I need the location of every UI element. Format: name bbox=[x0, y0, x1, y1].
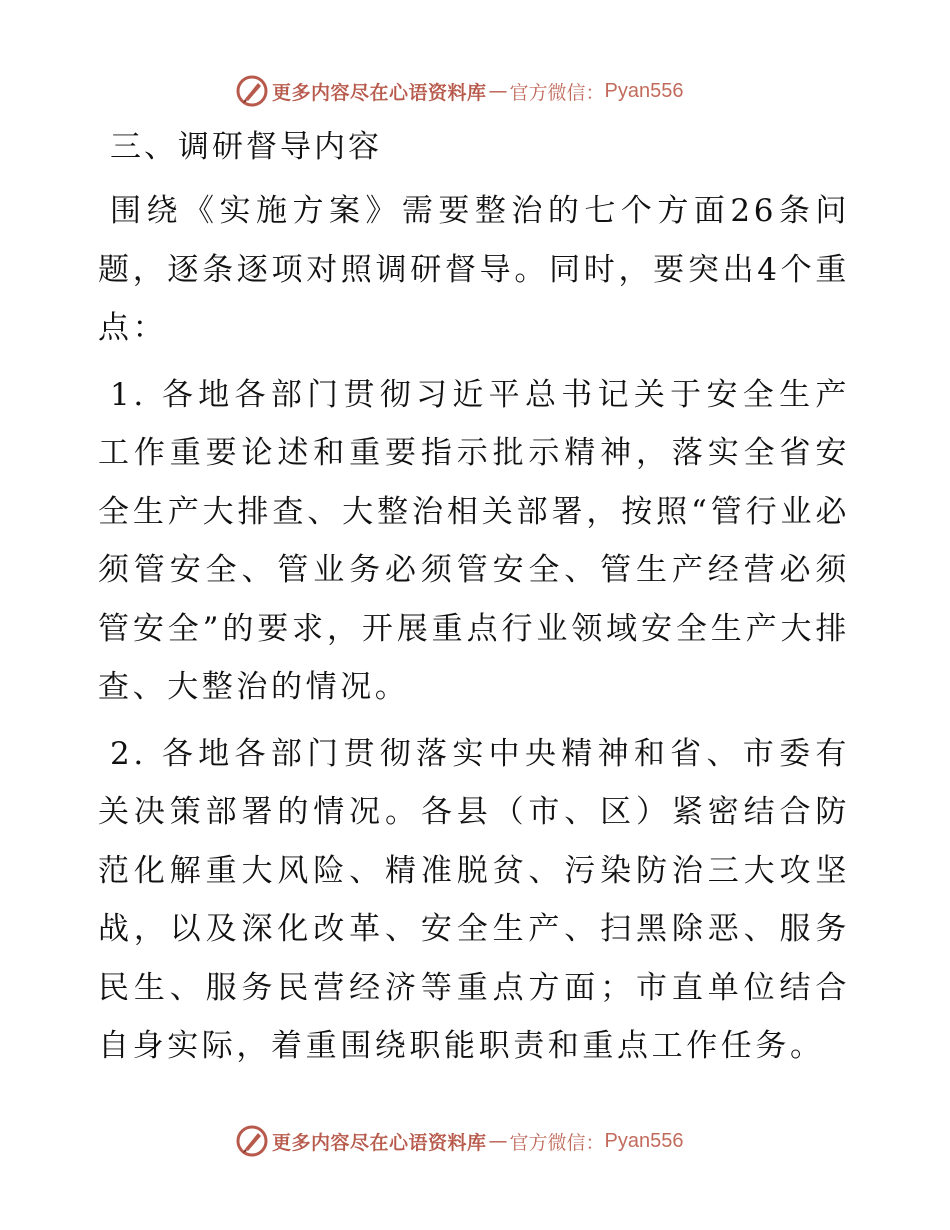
header-watermark-banner bbox=[236, 74, 684, 108]
document-body bbox=[98, 122, 850, 1084]
quill-logo-icon bbox=[236, 1125, 268, 1157]
banner-text: 更多内容尽在心语资料库 bbox=[272, 81, 487, 104]
paragraph-intro: 围绕《实施方案》需要整治的七个方面26条问题，逐条逐项对照调研督导。同时，要突出4个重点： bbox=[98, 193, 850, 346]
paragraph-item-1: 1. 各地各部门贯彻习近平总书记关于安全生产工作重要论述和重要指示批示精神，落实全省安全生产大排查、大整治相关部署，按照“管行业必须管安全、管业务必须管安全、管生产经营必须管安全”的要求，开展重点行业领域安全生产大排查、大整治的情况。 bbox=[98, 376, 850, 705]
quill-logo-icon bbox=[236, 75, 268, 107]
banner-separator: — bbox=[488, 1130, 508, 1152]
banner-wechat-label: 官方微信： bbox=[509, 1131, 605, 1154]
banner-wechat-id: Pyan556 bbox=[604, 1129, 684, 1152]
banner-separator: — bbox=[488, 80, 508, 102]
banner-wechat-label: 官方微信： bbox=[509, 81, 605, 104]
banner-wechat-id: Pyan556 bbox=[604, 79, 684, 102]
banner-text: 更多内容尽在心语资料库 bbox=[272, 1131, 487, 1154]
paragraph-item-2: 2. 各地各部门贯彻落实中央精神和省、市委有关决策部署的情况。各县（市、区）紧密结合防范化解重大风险、精准脱贫、污染防治三大攻坚战，以及深化改革、安全生产、扫黑除恶、服务民生、服务民营经济等重点方面；市直单位结合自身实际，着重围绕职能职责和重点工作任务。 bbox=[98, 735, 850, 1064]
footer-watermark-banner bbox=[236, 1124, 684, 1158]
section-heading: 三、调研督导内容 bbox=[110, 129, 382, 165]
